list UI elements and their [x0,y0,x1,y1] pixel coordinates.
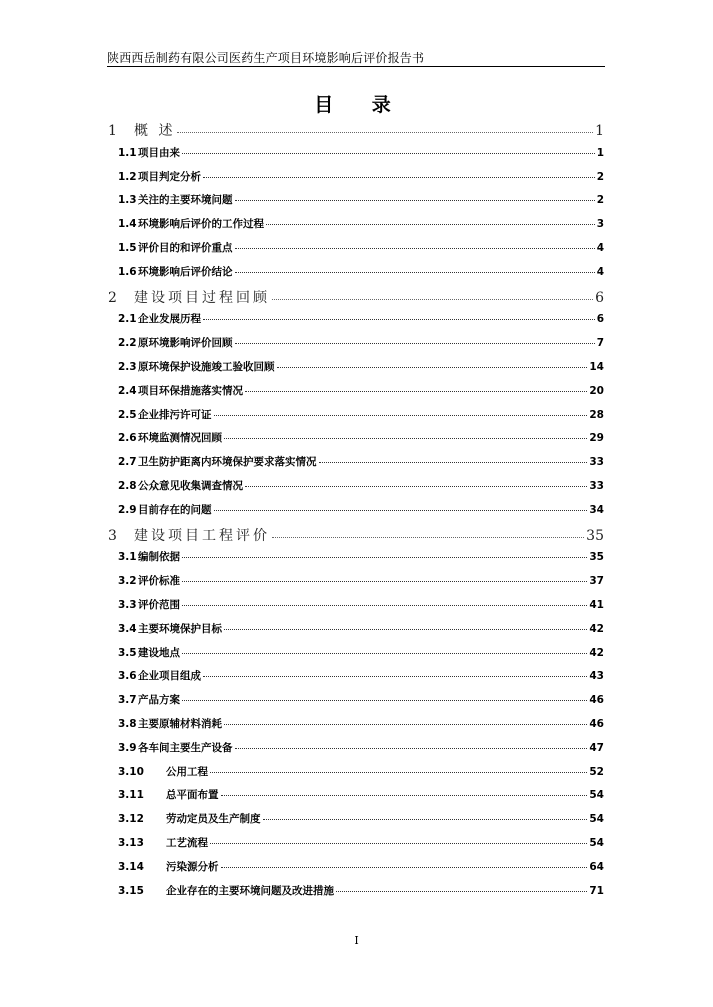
toc-entry-page: 46 [589,694,604,707]
toc-chapter-entry[interactable] [108,287,604,307]
toc-entry-title: 概 述 [134,123,176,139]
toc-section-entry[interactable] [108,478,604,493]
toc-entry-page: 28 [589,408,604,421]
toc-section-entry[interactable] [108,573,604,588]
toc-section-entry[interactable] [108,668,604,683]
toc-dot-leader [272,299,593,300]
toc-entry-title: 卫生防护距离内环境保护要求落实情况 [138,456,317,469]
toc-section-entry[interactable] [108,169,604,184]
toc-entry-title: 关注的主要环境问题 [138,194,233,207]
toc-entry-title: 产品方案 [138,694,180,707]
toc-entry-title: 企业发展历程 [138,313,201,326]
toc-dot-leader [245,486,587,487]
toc-section-entry[interactable] [108,430,604,445]
toc-entry-number: 2.9 [118,503,137,516]
toc-entry-page: 1 [595,123,604,139]
toc-entry-page: 1 [596,146,604,159]
toc-entry-number: 3.14 [118,860,144,873]
toc-section-entry[interactable] [108,216,604,231]
toc-entry-title: 原环境影响评价回顾 [138,337,233,350]
toc-entry-number: 2.3 [118,361,137,373]
toc-entry-number: 1.1 [118,146,137,159]
toc-dot-leader [182,605,587,606]
toc-entry-number: 2.2 [118,337,137,350]
toc-entry-title: 项目判定分析 [138,170,201,183]
toc-section-entry[interactable] [108,740,604,755]
toc-entry-title: 目前存在的问题 [138,503,212,516]
toc-entry-title: 评价标准 [138,575,180,588]
toc-section-entry[interactable] [108,716,604,731]
toc-entry-title: 工艺流程 [166,837,208,849]
toc-dot-leader [224,629,587,630]
toc-entry-title: 总平面布置 [166,789,219,802]
toc-entry-number: 2.5 [118,408,137,421]
toc-section-entry[interactable] [108,549,604,564]
toc-dot-leader [210,843,587,844]
toc-dot-leader [235,343,595,344]
toc-entry-page: 37 [589,575,604,588]
toc-entry-page: 43 [589,670,604,683]
toc-dot-leader [182,700,587,701]
toc-entry-number: 3.6 [118,670,137,683]
toc-dot-leader [336,891,587,892]
toc-dot-leader [182,153,595,154]
toc-dot-leader [235,248,595,249]
toc-entry-number: 3.8 [118,718,137,730]
toc-dot-leader [214,510,588,511]
toc-entry-number: 3.12 [118,813,144,826]
toc-entry-page: 54 [589,789,604,802]
toc-entry-number: 3.13 [118,837,144,849]
toc-entry-title: 编制依据 [138,551,180,564]
toc-title: 目 录 [314,94,407,116]
toc-dot-leader [182,653,587,654]
toc-entry-page: 20 [589,384,604,397]
toc-dot-leader [245,391,587,392]
toc-entry-page: 2 [596,194,604,207]
toc-section-entry[interactable] [108,764,604,779]
toc-section-entry[interactable] [108,383,604,398]
toc-entry-title: 企业存在的主要环境问题及改进措施 [166,884,334,897]
toc-dot-leader [177,132,593,133]
toc-entry-number: 3.2 [118,575,137,588]
toc-entry-page: 29 [589,432,604,445]
toc-entry-title: 环境影响后评价结论 [138,265,233,278]
toc-entry-number: 1 [108,123,117,139]
toc-dot-leader [210,772,587,773]
toc-entry-number: 3.10 [118,765,144,778]
toc-entry-title: 评价范围 [138,599,180,611]
toc-entry-page: 46 [589,718,604,730]
toc-entry-page: 35 [589,551,604,564]
running-header: 陕西西岳制药有限公司医药生产项目环境影响后评价报告书 [107,51,425,65]
toc-entry-page: 33 [589,456,604,469]
toc-entry-title: 公用工程 [166,765,208,778]
toc-entry-page: 41 [589,599,604,611]
toc-dot-leader [235,200,595,201]
toc-entry-page: 33 [589,480,604,492]
toc-dot-leader [221,795,588,796]
toc-entry-page: 4 [596,265,604,278]
toc-entry-page: 42 [589,622,604,635]
toc-entry-title: 企业项目组成 [138,670,201,683]
toc-entry-title: 主要原辅材料消耗 [138,718,222,730]
toc-section-entry[interactable] [108,787,604,802]
toc-dot-leader [224,724,587,725]
toc-chapter-entry[interactable] [108,525,604,545]
toc-section-entry[interactable] [108,859,604,874]
toc-entry-page: 34 [589,503,604,516]
toc-entry-page: 54 [589,837,604,849]
toc-entry-number: 3.15 [118,884,144,897]
toc-entry-title: 环境监测情况回顾 [138,432,222,445]
toc-dot-leader [203,676,587,677]
toc-entry-page: 14 [589,361,604,373]
toc-entry-page: 6 [595,289,604,306]
toc-entry-title: 劳动定员及生产制度 [166,813,261,826]
toc-entry-number: 3.9 [118,741,137,754]
toc-section-entry[interactable] [108,597,604,612]
toc-dot-leader [235,272,595,273]
toc-entry-number: 2.6 [118,432,137,445]
toc-entry-title: 建设项目工程评价 [134,527,270,544]
toc-entry-number: 1.2 [118,170,137,183]
toc-entry-number: 3.5 [118,646,137,659]
toc-entry-page: 6 [596,313,604,326]
toc-section-entry[interactable] [108,454,604,469]
toc-dot-leader [263,819,588,820]
toc-section-entry[interactable] [108,883,604,898]
toc-entry-number: 2.7 [118,456,137,469]
toc-entry-number: 2.4 [118,384,137,397]
toc-entry-page: 42 [589,646,604,659]
toc-entry-page: 52 [589,765,604,778]
toc-entry-page: 47 [589,741,604,754]
toc-entry-number: 1.6 [118,265,137,278]
toc-dot-leader [203,319,595,320]
toc-entry-title: 企业排污许可证 [138,408,212,421]
toc-dot-leader [277,367,588,368]
toc-entry-number: 2.1 [118,313,137,326]
toc-entry-number: 3.11 [118,789,144,802]
toc-dot-leader [221,867,588,868]
toc-dot-leader [182,581,587,582]
toc-section-entry[interactable] [108,502,604,517]
toc-section-entry[interactable] [108,621,604,636]
toc-section-entry[interactable] [108,335,604,350]
toc-section-entry[interactable] [108,192,604,207]
toc-section-entry[interactable] [108,264,604,279]
toc-entry-title: 主要环境保护目标 [138,622,222,635]
toc-entry-page: 3 [596,218,604,231]
toc-entry-number: 3.7 [118,694,137,707]
toc-dot-leader [214,415,588,416]
toc-entry-number: 3.1 [118,551,137,564]
toc-entry-number: 3 [108,527,117,544]
toc-entry-number: 3.4 [118,622,137,635]
toc-entry-title: 各车间主要生产设备 [138,741,233,754]
toc-section-entry[interactable] [108,311,604,326]
toc-dot-leader [224,438,587,439]
toc-section-entry[interactable] [108,240,604,255]
toc-dot-leader [272,537,584,538]
toc-section-entry[interactable] [108,835,604,850]
toc-entry-title: 公众意见收集调查情况 [138,480,243,492]
toc-entry-title: 污染源分析 [166,860,219,873]
toc-entry-page: 54 [589,813,604,826]
toc-entry-page: 71 [589,884,604,897]
toc-section-entry[interactable] [108,811,604,826]
toc-dot-leader [235,748,588,749]
toc-entry-page: 64 [589,860,604,873]
toc-entry-page: 7 [596,337,604,350]
toc-entry-title: 项目环保措施落实情况 [138,384,243,397]
toc-entry-title: 环境影响后评价的工作过程 [138,218,264,231]
toc-entry-number: 1.5 [118,242,137,254]
toc-entry-number: 2 [108,289,117,306]
toc-section-entry[interactable] [108,692,604,707]
toc-entry-number: 3.3 [118,599,137,611]
toc-entry-title: 原环境保护设施竣工验收回顾 [138,361,275,373]
toc-entry-title: 项目由来 [138,146,180,159]
toc-entry-title: 建设地点 [138,646,180,659]
toc-entry-page: 4 [596,242,604,254]
toc-entry-number: 1.3 [118,194,137,207]
toc-dot-leader [203,177,595,178]
table-of-contents [108,0,604,1007]
toc-dot-leader [319,462,588,463]
toc-entry-number: 1.4 [118,218,137,231]
toc-section-entry[interactable] [108,407,604,422]
page-number: I [354,934,359,947]
toc-entry-page: 2 [596,170,604,183]
toc-entry-page: 35 [586,527,604,544]
toc-chapter-entry[interactable] [108,120,604,140]
toc-entry-title: 评价目的和评价重点 [138,242,233,254]
toc-entry-number: 2.8 [118,480,137,492]
toc-entry-title: 建设项目过程回顾 [134,289,270,306]
toc-dot-leader [182,557,587,558]
toc-section-entry[interactable] [108,359,604,374]
toc-dot-leader [266,224,595,225]
toc-section-entry[interactable] [108,145,604,160]
toc-section-entry[interactable] [108,645,604,660]
